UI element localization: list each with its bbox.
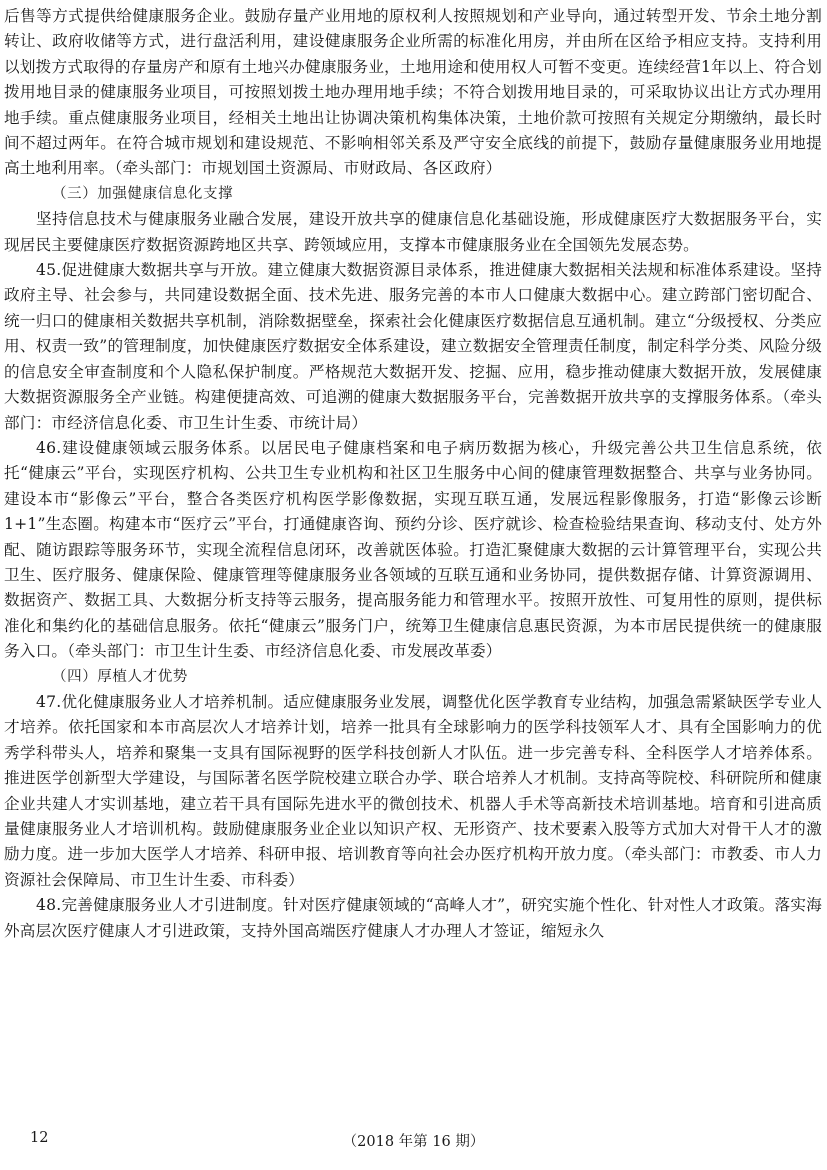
- issue-label: （2018 年第 16 期）: [342, 1134, 485, 1150]
- paragraph-land-use-continued: 后售等方式提供给健康服务企业。鼓励存量产业用地的原权利人按照规划和产业导向，通过转型开发、节余土地分割转让、政府收储等方式，进行盘活利用，建设健康服务企业所需的标准化用房，并由所在区给予相应支持。支持利用以划拨方式取得的存量房产和原有土地兴办健康服务业，土地用途和使用权人可暂不变更。连续经营1年以上、符合划拨用地目录的健康服务业项目，可按照划拨土地办理用地手续；不符合划拨用地目录的，可采取协议出让方式办理用地手续。重点健康服务业项目，经相关土地出让协调决策机构集体决策，土地价款可按照有关规定分期缴纳，最长时间不超过两年。在符合城市规划和建设规范、不影响相邻关系及严守安全底线的前提下，鼓励存量健康服务业用地提高土地利用率。（牵头部门：市规划国土资源局、市财政局、各区政府）: [4, 7, 822, 178]
- paragraph-item-45-big-data: 45.促进健康大数据共享与开放。建立健康大数据资源目录体系，推进健康大数据相关法规和标准体系建设。坚持政府主导、社会参与，共同建设数据全面、技术先进、服务完善的本市人口健康大数据中心。建立跨部门密切配合、统一归口的健康相关数据共享机制，消除数据壁垒，探索社会化健康医疗数据信息互通机制。建立“分级授权、分类应用、权责一致”的管理制度，加快健康医疗数据安全体系建设，建立数据安全管理责任制度，制定科学分类、风险分级的信息安全审查制度和个人隐私保护制度。严格规范大数据开发、挖掘、应用，稳步推动健康大数据开放，发展健康大数据资源服务全产业链。构建便捷高效、可追溯的健康大数据服务平台，完善数据开放共享的支撑服务体系。（牵头部门：市经济信息化委、市卫生计生委、市统计局）: [4, 261, 822, 432]
- paragraph-informatization-intro: 坚持信息技术与健康服务业融合发展，建设开放共享的健康信息化基础设施，形成健康医疗大数据服务平台，实现居民主要健康医疗数据资源跨地区共享、跨领域应用，支撑本市健康服务业在全国领先发展态势。: [4, 210, 822, 254]
- page-footer: [0, 1130, 827, 1156]
- section-heading-talent-advantage: （四）厚植人才优势: [52, 668, 188, 685]
- paragraph-item-46-cloud-services: 46.建设健康领域云服务体系。以居民电子健康档案和电子病历数据为核心，升级完善公共卫生信息系统，依托“健康云”平台，实现医疗机构、公共卫生专业机构和社区卫生服务中心间的健康管理数据整合、共享与业务协同。建设本市“影像云”平台，整合各类医疗机构医学影像数据，实现互联互通，发展远程影像服务，打造“影像云诊断1+1”生态圈。构建本市“医疗云”平台，打通健康咨询、预约分诊、医疗就诊、检查检验结果查询、移动支付、处方外配、随访跟踪等服务环节，实现全流程信息闭环，改善就医体验。打造汇聚健康大数据的云计算管理平台，实现公共卫生、医疗服务、健康保险、健康管理等健康服务业各领域的互联互通和业务协同，提供数据存储、计算资源调用、数据资产、数据工具、大数据分析支持等云服务，提高服务能力和管理水平。按照开放性、可复用性的原则，提供标准化和集约化的基础信息服务。依托“健康云”服务门户，统筹卫生健康信息惠民资源，为本市居民提供统一的健康服务入口。（牵头部门：市卫生计生委、市经济信息化委、市发展改革委）: [4, 438, 822, 661]
- document-page: [4, 4, 822, 944]
- paragraph-item-47-talent-training: 47.优化健康服务业人才培养机制。适应健康服务业发展，调整优化医学教育专业结构，加强急需紧缺医学专业人才培养。依托国家和本市高层次人才培养计划，培养一批具有全球影响力的医学科技领军人才、具有全国影响力的优秀学科带头人，培养和聚集一支具有国际视野的医学科技创新人才队伍。进一步完善专科、全科医学人才培养体系。推进医学创新型大学建设，与国际著名医学院校建立联合办学、联合培养人才机制。支持高等院校、科研院所和健康企业共建人才实训基地，建立若干具有国际先进水平的微创技术、机器人手术等高新技术培训基地。培育和引进高质量健康服务业人才培训机构。鼓励健康服务业企业以知识产权、无形资产、技术要素入股等方式加大对骨干人才的激励力度。进一步加大医学人才培养、科研申报、培训教育等向社会办医疗机构开放力度。（牵头部门：市教委、市人力资源社会保障局、市卫生计生委、市科委）: [4, 692, 822, 889]
- section-heading-health-informatization: （三）加强健康信息化支撑: [52, 185, 234, 202]
- paragraph-item-48-talent-introduction: 48.完善健康服务业人才引进制度。针对医疗健康领域的“高峰人才”，研究实施个性化、针对性人才政策。落实海外高层次医疗健康人才引进政策，支持外国高端医疗健康人才办理人才签证，缩短永久: [4, 896, 822, 940]
- page-number: 12: [30, 1130, 49, 1146]
